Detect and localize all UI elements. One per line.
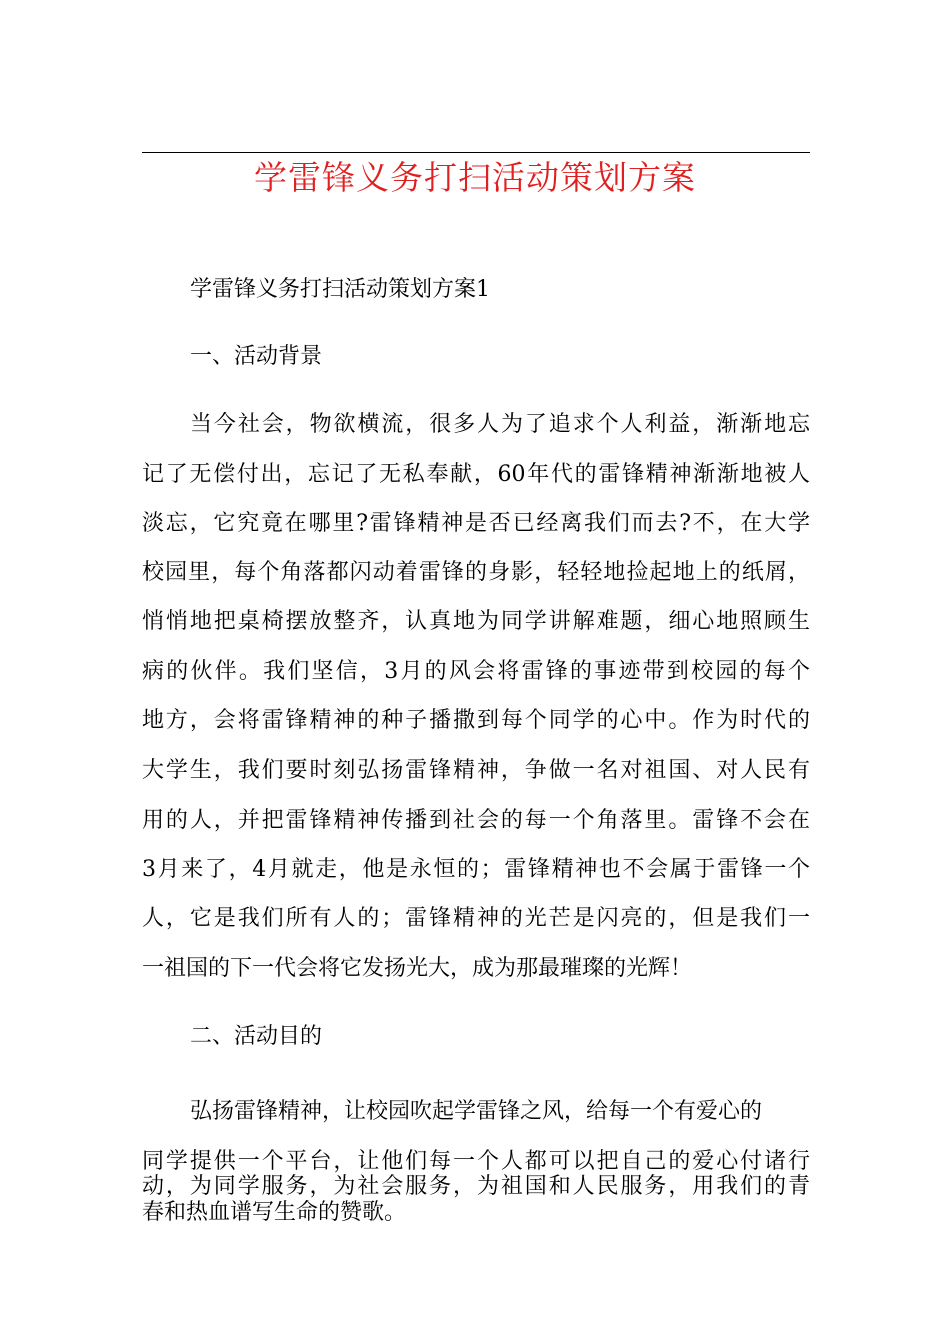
paragraph-line: 地方，会将雷锋精神的种子播撒到每个同学的心中。作为时代的 [142, 708, 810, 733]
paragraph-line: 大学生，我们要时刻弘扬雷锋精神，争做一名对祖国、对人民有 [142, 758, 810, 783]
section-heading-purpose: 二、活动目的 [190, 1024, 323, 1049]
paragraph-line: 3月来了，4月就走，他是永恒的；雷锋精神也不会属于雷锋一个 [142, 857, 810, 882]
header-rule [142, 152, 810, 153]
paragraph-line: 春和热血谱写生命的赞歌。 [142, 1200, 407, 1225]
plan-subtitle: 学雷锋义务打扫活动策划方案1 [190, 277, 490, 302]
document-title: 学雷锋义务打扫活动策划方案 [254, 158, 696, 197]
paragraph-line: 动，为同学服务，为社会服务，为祖国和人民服务，用我们的青 [142, 1174, 810, 1199]
paragraph-line: 淡忘，它究竟在哪里?雷锋精神是否已经离我们而去?不，在大学 [142, 511, 810, 536]
paragraph-line: 用的人，并把雷锋精神传播到社会的每一个角落里。雷锋不会在 [142, 808, 810, 833]
paragraph-line: 同学提供一个平台，让他们每一个人都可以把自己的爱心付诸行 [142, 1149, 810, 1174]
paragraph-line: 一祖国的下一代会将它发扬光大，成为那最璀璨的光辉！ [142, 956, 693, 981]
paragraph-line: 病的伙伴。我们坚信，3月的风会将雷锋的事迹带到校园的每个 [142, 659, 810, 684]
paragraph-line: 校园里，每个角落都闪动着雷锋的身影，轻轻地捡起地上的纸屑， [142, 560, 810, 585]
paragraph-line: 人，它是我们所有人的；雷锋精神的光芒是闪亮的，但是我们一 [142, 906, 810, 931]
paragraph-line: 记了无偿付出，忘记了无私奉献，60年代的雷锋精神渐渐地被人 [142, 462, 810, 487]
paragraph-line: 弘扬雷锋精神，让校园吹起学雷锋之风，给每一个有爱心的 [190, 1099, 763, 1124]
section-heading-background: 一、活动背景 [190, 344, 323, 369]
paragraph-line: 当今社会，物欲横流，很多人为了追求个人利益，渐渐地忘 [190, 412, 810, 437]
paragraph-line: 悄悄地把桌椅摆放整齐，认真地为同学讲解难题，细心地照顾生 [142, 609, 810, 634]
